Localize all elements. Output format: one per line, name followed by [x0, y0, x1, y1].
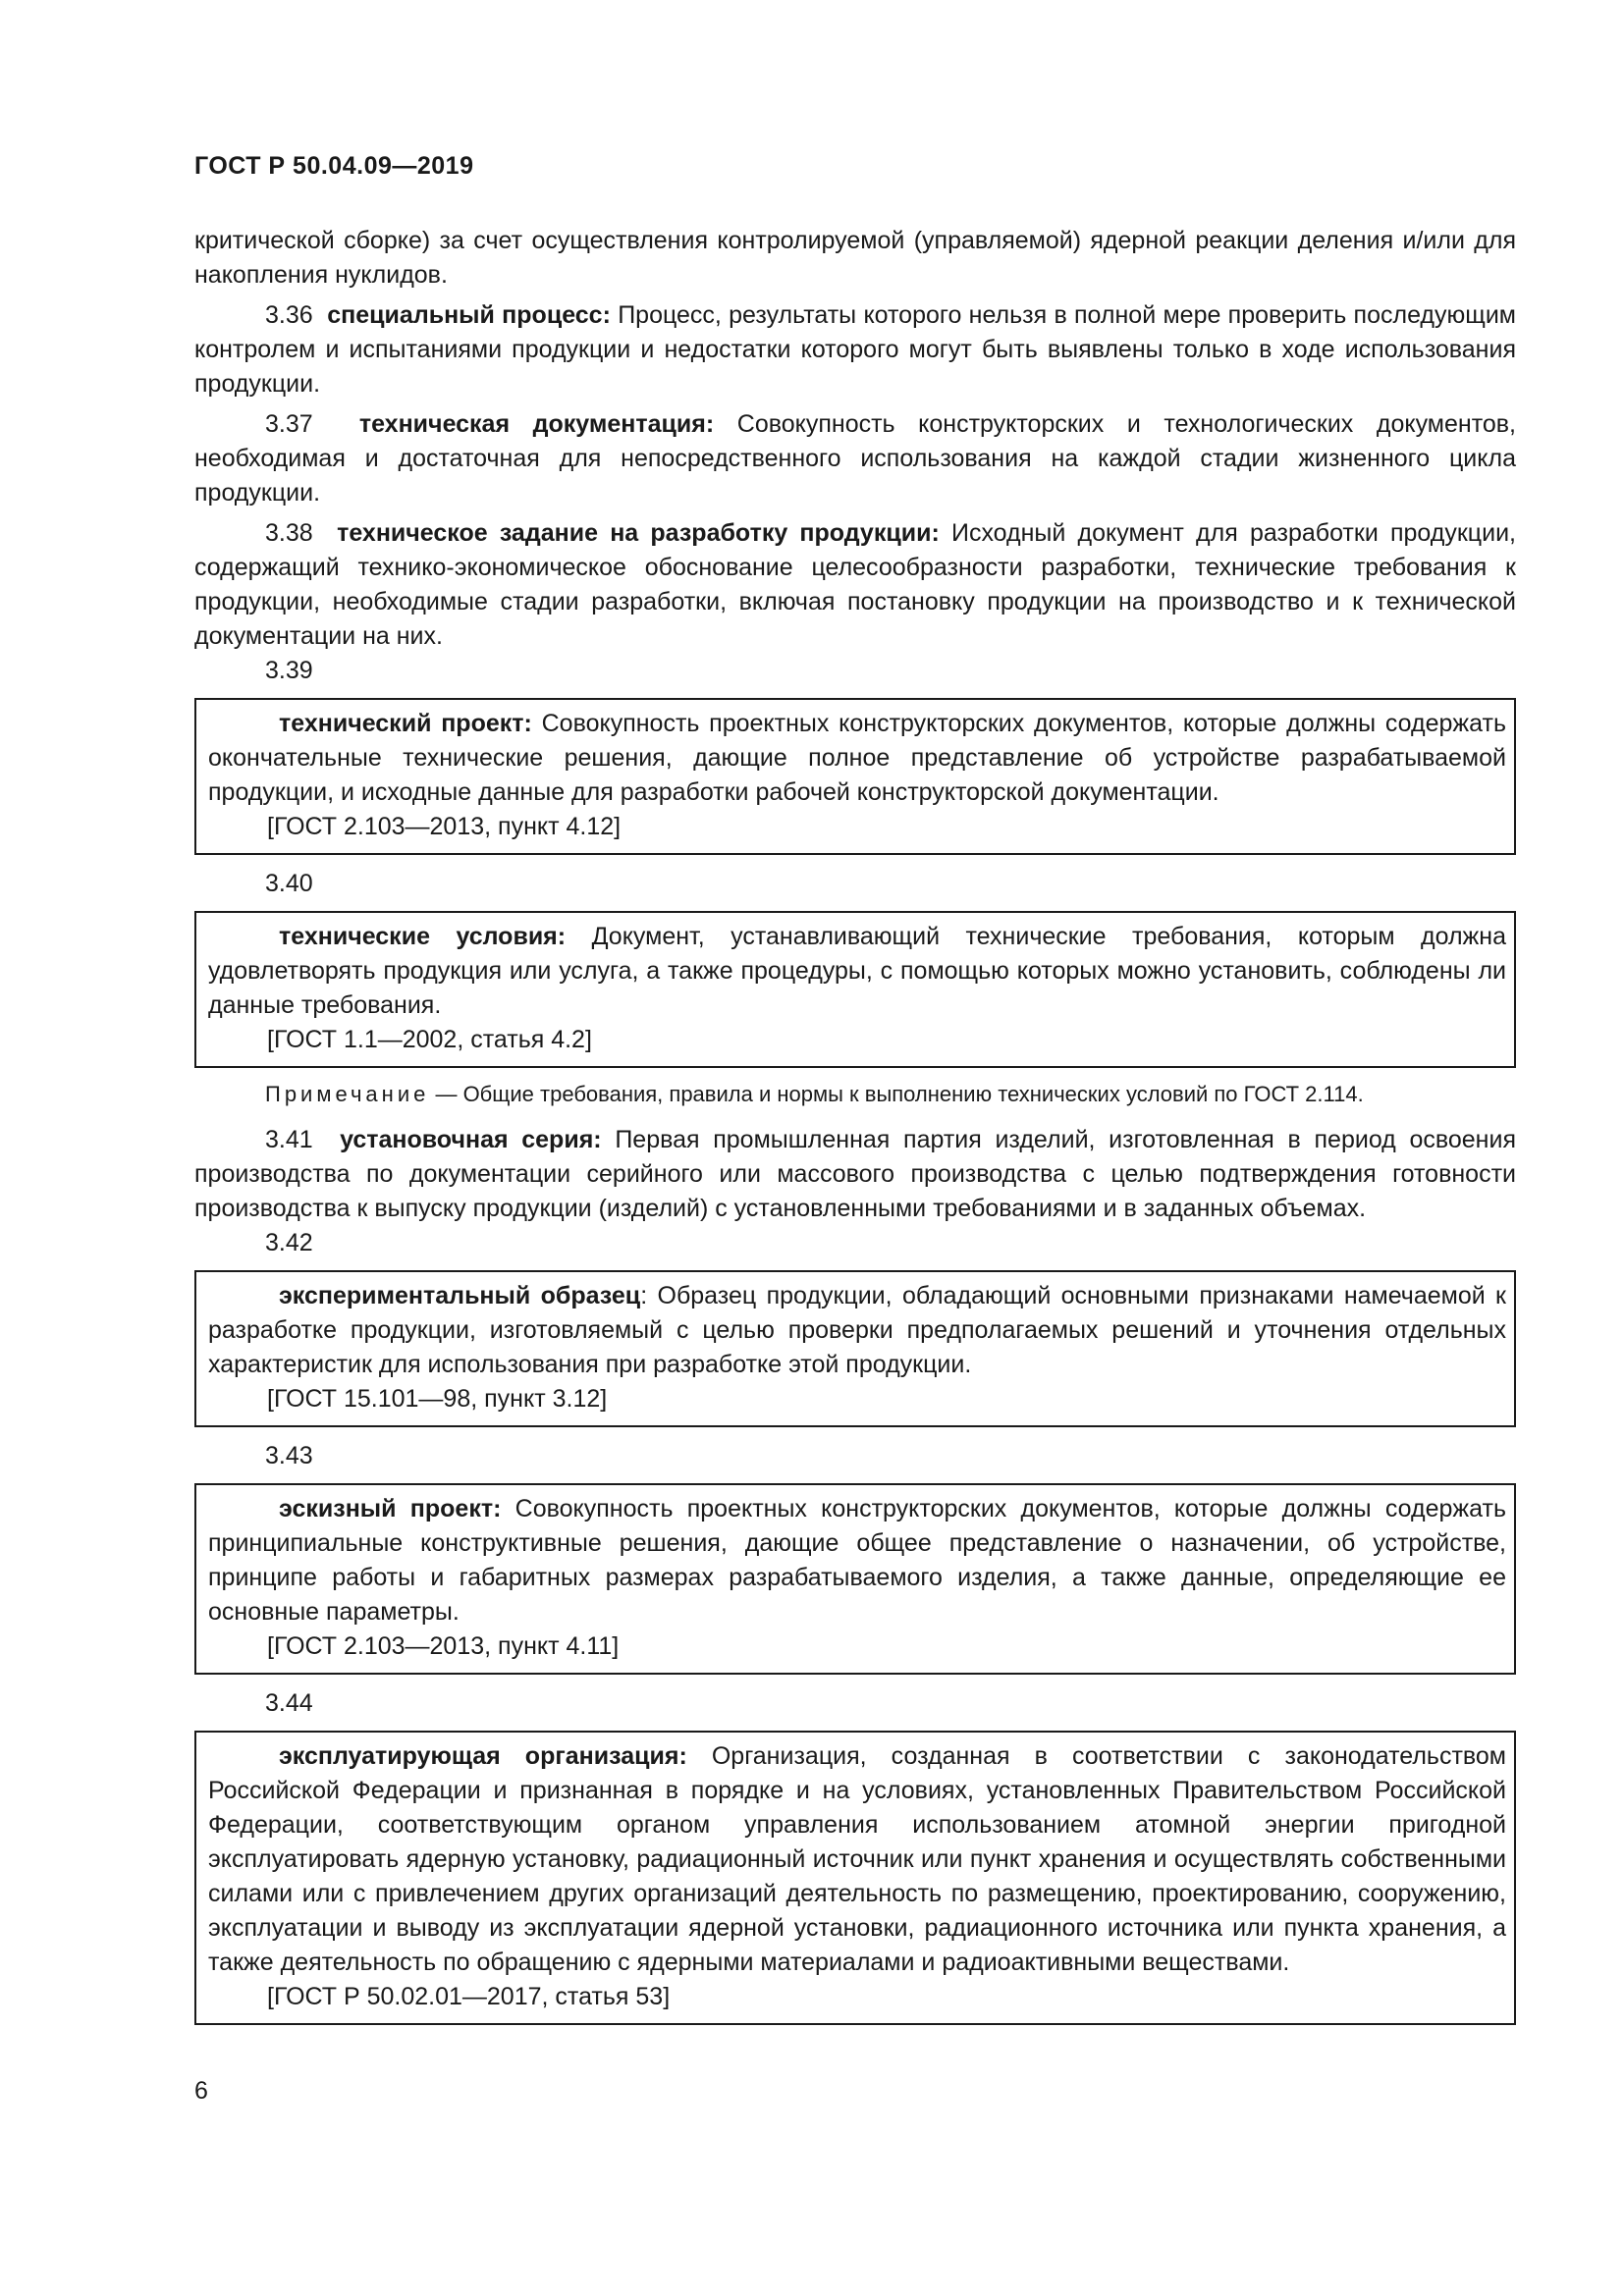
section-number: 3.36: [265, 301, 313, 329]
definition-text: Первая промышленная партия изделий, изготовленная в период освоения производства по документации серийного или массового производства с целью подтверждения готовности производства к выпуску продукции (изделий) с установленными требованиями и в заданных объемах.: [194, 1126, 1516, 1222]
definition-3-44: [208, 1739, 1506, 1980]
definition-3-39: [208, 707, 1506, 810]
definition-text: Исходный документ для разработки продукции, содержащий технико-экономическое обоснование целесообразности разработки, технические требования к продукции, необходимые стадии разработки, включая постановку продукции на производство и к технической документации на них.: [194, 519, 1516, 650]
section-number: 3.41: [265, 1126, 313, 1153]
term: установочная серия:: [340, 1126, 602, 1153]
definition-3-38: [194, 516, 1516, 654]
page-number: 6: [194, 2077, 208, 2105]
section-number-3-44: 3.44: [265, 1689, 313, 1717]
quoted-definition-box-3-43: [194, 1483, 1516, 1675]
quoted-definition-box-3-40: [194, 911, 1516, 1068]
term: технический проект:: [279, 710, 532, 737]
term: техническая документация:: [358, 410, 715, 438]
term: экспериментальный образец: [279, 1282, 641, 1309]
source-reference: [ГОСТ Р 50.02.01—2017, статья 53]: [267, 1983, 671, 2010]
definition-text: Совокупность конструкторских и технологических документов, необходимая и достаточная для непосредственного использования на каждой стадии жизненного цикла продукции.: [194, 410, 1516, 507]
section-number: 3.37: [265, 410, 313, 438]
term: техническое задание на разработку продукции:: [337, 519, 940, 547]
definition-text: Совокупность проектных конструкторских документов, которые должны содержать окончательные технические решения, дающие полное представление об устройстве разрабатываемой продукции, и исходные данные для разработки рабочей конструкторской документации.: [208, 710, 1506, 806]
source-reference: [ГОСТ 1.1—2002, статья 4.2]: [267, 1026, 592, 1053]
source-reference: [ГОСТ 15.101—98, пункт 3.12]: [267, 1385, 608, 1413]
definition-3-37: [194, 407, 1516, 510]
definition-3-43: [208, 1492, 1506, 1629]
note-3-40: [194, 1080, 1516, 1109]
definition-3-36: [194, 298, 1516, 401]
definition-text: Совокупность проектных конструкторских документов, которые должны содержать принципиальные конструктивные решения, дающие общее представление о назначении, об устройстве, принципе работы и габаритных размерах разрабатываемого изделия, а также данные, определяющие ее основные параметры.: [208, 1495, 1506, 1626]
document-body: [194, 224, 1516, 2037]
document-header: ГОСТ Р 50.04.09—2019: [194, 152, 474, 180]
definition-3-42: [208, 1279, 1506, 1382]
note-text: — Общие требования, правила и нормы к выполнению технических условий по ГОСТ 2.114.: [429, 1082, 1364, 1106]
term: технические условия:: [279, 923, 567, 950]
section-number: 3.38: [265, 519, 313, 547]
definition-text: Процесс, результаты которого нельзя в полной мере проверить последующим контролем и испытаниями продукции и недостатки которого могут быть выявлены только в ходе использования продукции.: [194, 301, 1516, 398]
source-reference: [ГОСТ 2.103—2013, пункт 4.12]: [267, 813, 622, 840]
definition-3-41: [194, 1123, 1516, 1226]
section-number-3-40: 3.40: [265, 870, 313, 897]
section-number-3-42: 3.42: [265, 1229, 313, 1256]
note-label: Примечание: [265, 1082, 430, 1106]
section-number-3-39: 3.39: [265, 657, 313, 684]
section-number-3-43: 3.43: [265, 1442, 313, 1469]
term: специальный процесс:: [327, 301, 611, 329]
definition-text: Документ, устанавливающий технические требования, которым должна удовлетворять продукция или услуга, а также процедуры, с помощью которых можно установить, соблюдены ли данные требования.: [208, 923, 1506, 1019]
definition-3-40: [208, 920, 1506, 1023]
definition-text: : Образец продукции, обладающий основными признаками намечаемой к разработке продукции, изготовляемый с целью проверки предполагаемых решений и уточнения отдельных характеристик для использования при разработке этой продукции.: [208, 1282, 1506, 1378]
source-reference: [ГОСТ 2.103—2013, пункт 4.11]: [267, 1632, 620, 1660]
definition-text: Организация, созданная в соответствии с законодательством Российской Федерации и признанная в порядке и на условиях, установленных Правительством Российской Федерации, соответствующим органом управления использованием атомной энергии пригодной эксплуатировать ядерную установку, радиационный источник или пункт хранения и осуществлять собственными силами или с привлечением других организаций деятельность по размещению, проектированию, сооружению, эксплуатации и выводу из эксплуатации ядерной установки, радиационного источника или пункта хранения, а также деятельность по обращению с ядерными материалами и радиоактивными веществами.: [208, 1742, 1506, 1976]
quoted-definition-box-3-39: [194, 698, 1516, 855]
term: эксплуатирующая организация:: [279, 1742, 687, 1770]
term: эскизный проект:: [279, 1495, 502, 1522]
quoted-definition-box-3-44: [194, 1731, 1516, 2025]
intro-paragraph: критической сборке) за счет осуществления контролируемой (управляемой) ядерной реакции деления и/или для накопления нуклидов.: [194, 227, 1516, 289]
quoted-definition-box-3-42: [194, 1270, 1516, 1427]
